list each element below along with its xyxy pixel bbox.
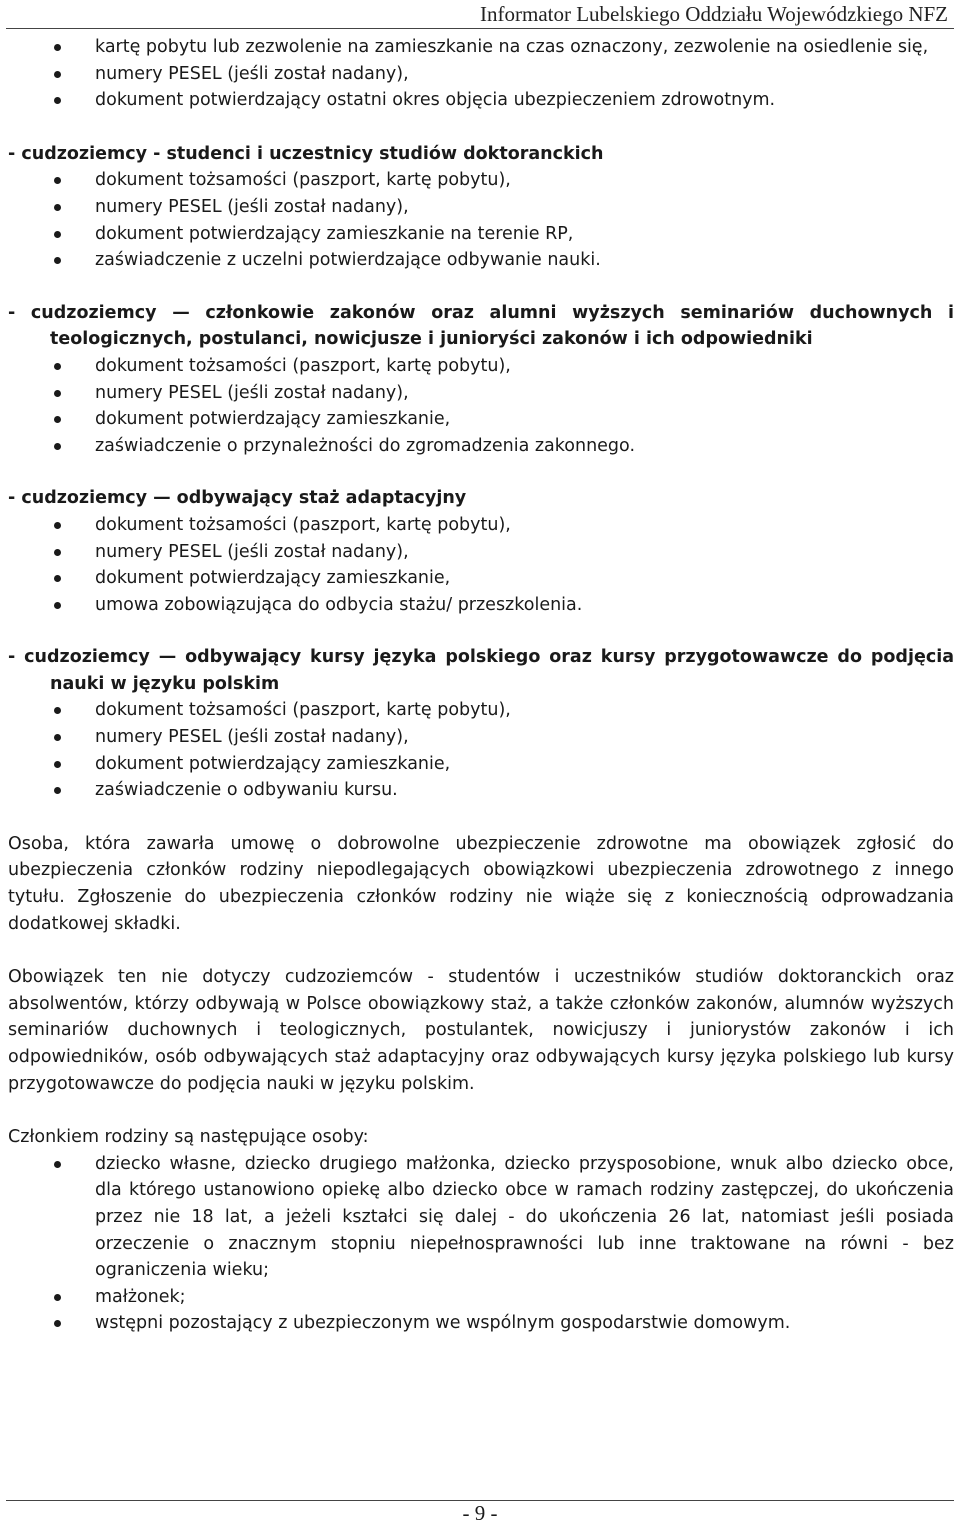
page-content (8, 34, 954, 1337)
section-heading: - cudzoziemcy - studenci i uczestnicy studiów doktoranckich (8, 143, 604, 164)
section-heading: - cudzoziemcy — odbywający staż adaptacyjny (8, 488, 467, 509)
section-heading: - cudzoziemcy — członkowie zakonów oraz alumni wyższych seminariów duchownych i teologicznych, postulanci, nowicjusze i junioryści zakonów i ich odpowiedniki (8, 302, 954, 350)
section-list (8, 512, 954, 618)
section-list (8, 697, 954, 803)
list-item: dziecko własne, dziecko drugiego małżonka, dziecko przysposobione, wnuk albo dziecko obce, dla którego ustanowiono opiekę albo dziecko obce w ramach rodziny zastępczej, do ukończenia przez nie 18 lat, a jeżeli kształci się dalej - do ukończenia 26 lat, natomiast jeśli posiada orzeczenie o znacznym stopniu niepełnosprawności lub inne traktowane na równi - bez ograniczenia wieku; (8, 1151, 954, 1284)
list-item: małżonek; (8, 1284, 954, 1311)
list-item: numery PESEL (jeśli został nadany), (8, 380, 954, 407)
list-item: wstępni pozostający z ubezpieczonym we wspólnym gospodarstwie domowym. (8, 1310, 954, 1337)
list-item: zaświadczenie z uczelni potwierdzające odbywanie nauki. (8, 247, 954, 274)
list-item: dokument potwierdzający zamieszkanie, (8, 751, 954, 778)
intro-list (8, 34, 954, 114)
list-item: dokument tożsamości (paszport, kartę pobytu), (8, 512, 954, 539)
list-item: dokument potwierdzający ostatni okres objęcia ubezpieczeniem zdrowotnym. (8, 87, 954, 114)
list-item: numery PESEL (jeśli został nadany), (8, 539, 954, 566)
list-item: kartę pobytu lub zezwolenie na zamieszkanie na czas oznaczony, zezwolenie na osiedlenie się, (8, 34, 954, 61)
paragraph: Obowiązek ten nie dotyczy cudzoziemców - studentów i uczestników studiów doktoranckich oraz absolwentów, którzy odbywają w Polsce obowiązkowy staż, a także członków zakonów, alumnów wyższych seminariów duchownych i teologicznych, postulantek, nowicjuszy i juniorystów zakonów i ich odpowiedników, osób odbywających staż adaptacyjny oraz odbywających kursy języka polskiego lub kursy przygotowawcze do podjęcia nauki w języku polskim. (8, 967, 954, 1094)
list-item: numery PESEL (jeśli został nadany), (8, 724, 954, 751)
list-item: dokument tożsamości (paszport, kartę pobytu), (8, 167, 954, 194)
list-item: zaświadczenie o odbywaniu kursu. (8, 777, 954, 804)
header-rule (6, 28, 954, 29)
list-item: dokument tożsamości (paszport, kartę pobytu), (8, 353, 954, 380)
list-item: dokument tożsamości (paszport, kartę pobytu), (8, 697, 954, 724)
list-item: zaświadczenie o przynależności do zgromadzenia zakonnego. (8, 433, 954, 460)
list-item: dokument potwierdzający zamieszkanie, (8, 565, 954, 592)
section-heading: - cudzoziemcy — odbywający kursy języka polskiego oraz kursy przygotowawcze do podjęcia nauki w języku polskim (8, 647, 954, 694)
section-list (8, 353, 954, 459)
family-intro: Członkiem rodziny są następujące osoby: (8, 1127, 369, 1148)
section-list (8, 167, 954, 273)
list-item: umowa zobowiązująca do odbycia stażu/ przeszkolenia. (8, 592, 954, 619)
list-item: numery PESEL (jeśli został nadany), (8, 194, 954, 221)
running-header: Informator Lubelskiego Oddziału Wojewódzkiego NFZ (480, 2, 948, 26)
list-item: dokument potwierdzający zamieszkanie na terenie RP, (8, 221, 954, 248)
list-item: dokument potwierdzający zamieszkanie, (8, 406, 954, 433)
family-list (8, 1151, 954, 1337)
list-item: numery PESEL (jeśli został nadany), (8, 61, 954, 88)
paragraph: Osoba, która zawarła umowę o dobrowolne ubezpieczenie zdrowotne ma obowiązek zgłosić do ubezpieczenia członków rodziny niepodlegających obowiązkowi ubezpieczenia zdrowotnego z innego tytułu. Zgłoszenie do ubezpieczenia członków rodziny nie wiąże się z koniecznością odprowadzania dodatkowej składki. (8, 833, 954, 934)
page-number: - 9 - (462, 1501, 498, 1525)
